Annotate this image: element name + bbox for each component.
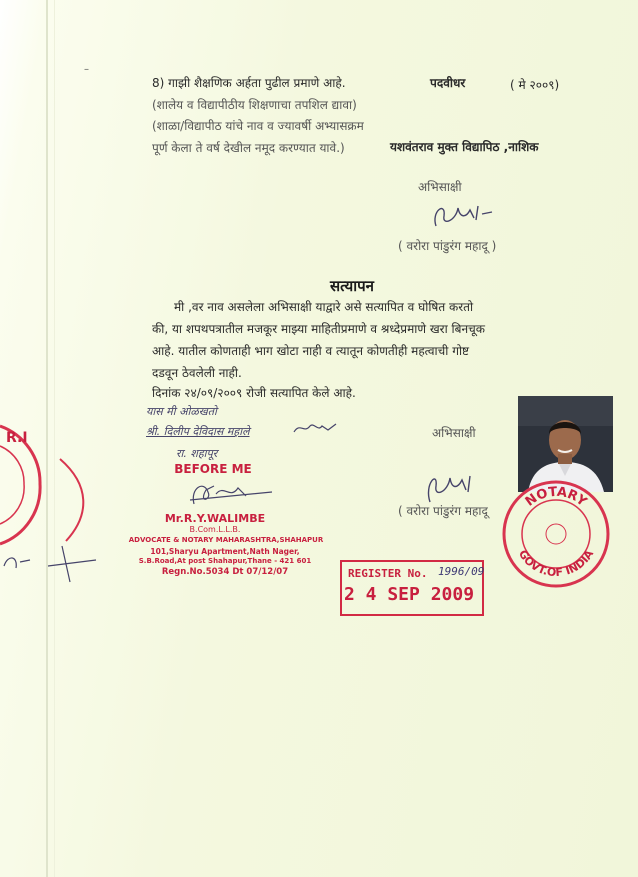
verification-para-4: दडवून ठेवलेली नाही. xyxy=(152,366,242,380)
deponent-signature-1 xyxy=(426,196,496,234)
register-number: 1996/09 xyxy=(438,565,485,578)
register-stamp xyxy=(340,560,484,616)
verification-title: सत्यापन xyxy=(330,277,374,295)
verification-para-2: की, या शपथपत्रातील मजकूर माझ्या माहितीप्रमाणे व श्रध्देप्रमाणे खरा बिनचूक xyxy=(152,322,485,336)
notary-seal-left xyxy=(0,420,44,550)
handwritten-identifier-line2: श्री. दिलीप देविदास महाले xyxy=(146,425,250,438)
margin-arc xyxy=(56,455,96,545)
notary-registration: Regn.No.5034 Dt 07/12/07 xyxy=(161,567,289,577)
notary-seal-right xyxy=(500,478,612,590)
seal-left-text: R.I xyxy=(6,430,28,446)
handwritten-identifier-line1: यास मी ओळखतो xyxy=(146,405,217,418)
deponent-name-2: ( वरोरा पांडुरंग महादू xyxy=(398,504,488,518)
verification-date: दिनांक २४/०९/२००९ रोजी सत्यापित केले आहे. xyxy=(152,386,356,400)
verification-para-1: मी ,वर नाव असलेला अभिसाक्षी याद्वारे असे सत्यापित व घोषित करतो xyxy=(174,300,474,314)
deponent-signature-2 xyxy=(420,466,480,506)
register-label: REGISTER No. xyxy=(348,567,428,580)
notary-name: Mr.R.Y.WALIMBE xyxy=(164,512,266,525)
verification-para-3: आहे. यातील कोणताही भाग खोटा नाही व त्यातून कोणतीही महत्वाची गोष्ट xyxy=(152,344,470,358)
margin-mark: – xyxy=(84,64,89,75)
register-date: 2 4 SEP 2009 xyxy=(344,584,475,605)
item4-line4: पूर्ण केला ते वर्ष देखील नमूद करण्यात यावे.) xyxy=(152,141,345,155)
notary-title: ADVOCATE & NOTARY MAHARASHTRA,SHAHAPUR xyxy=(128,536,324,544)
page-fold-line-2 xyxy=(54,0,55,877)
seal-right-top-text: NOTARY xyxy=(522,484,590,510)
university-name: यशवंतराव मुक्त विद्यापिठ ,नाशिक xyxy=(390,140,539,154)
item4-line1: 8) गाझी शैक्षणिक अर्हता पुढील प्रमाणे आहे. xyxy=(152,76,346,90)
qualification: पदवीधर xyxy=(430,76,466,90)
qualification-year: ( मे २००९) xyxy=(510,78,560,92)
item4-line2: (शालेय व विद्यापीठीय शिक्षणाचा तपशिल द्यावा) xyxy=(152,98,357,112)
deponent-label-1: अभिसाक्षी xyxy=(418,180,462,194)
notary-degree: B.Com.L.L.B. xyxy=(189,525,241,534)
seal-right-bottom-text: GOVT.OF INDIA xyxy=(515,547,597,580)
svg-text:GOVT.OF INDIA xyxy=(516,547,597,579)
handwritten-identifier-line3: रा. शहापूर xyxy=(176,447,218,460)
notary-signature xyxy=(186,474,276,514)
identifier-signature xyxy=(292,418,342,438)
item4-line3: (शाळा/विद्यापीठ यांचे नाव व ज्यावर्षी अभ्यासक्रम xyxy=(152,119,364,133)
notary-address-2: S.B.Road,At post Shahapur,Thane - 421 601 xyxy=(138,557,312,565)
notary-address-1: 101,Sharyu Apartment,Nath Nager, xyxy=(150,547,300,556)
deponent-label-2: अभिसाक्षी xyxy=(432,426,476,440)
page-fold-line xyxy=(46,0,48,877)
before-me-label: BEFORE ME xyxy=(174,462,252,476)
deponent-name-1: ( वरोरा पांडुरंग महादू ) xyxy=(398,239,497,253)
